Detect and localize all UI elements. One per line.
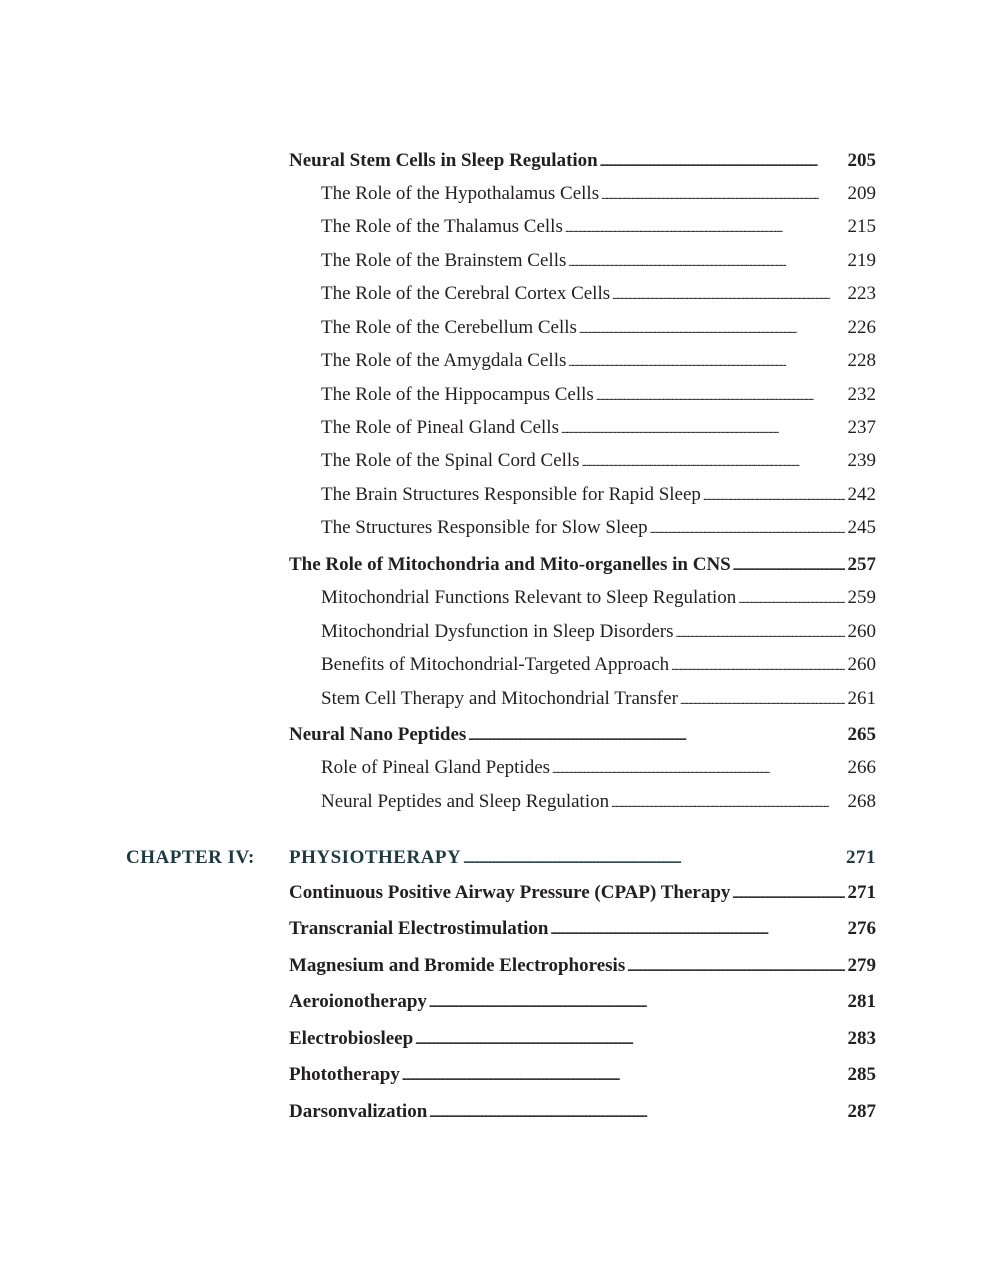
toc-section-entry[interactable] [289,881,876,907]
toc-sub-entry[interactable] [321,349,876,375]
toc-sub-entry[interactable] [321,687,876,713]
entry-title: The Role of the Amygdala Cells [321,350,567,371]
dot-leader [612,282,844,308]
entry-page-number: 242 [847,484,876,505]
entry-page-number: 287 [847,1101,876,1122]
entry-page-number: 268 [847,791,876,812]
table-of-contents [289,0,876,1279]
toc-section-entry[interactable] [289,1100,876,1126]
entry-title: Role of Pineal Gland Peptides [321,757,551,778]
entry-title: The Role of Mitochondria and Mito-organelles in CNS [289,554,731,575]
toc-sub-entry[interactable] [321,316,876,342]
dot-leader [561,416,845,442]
entry-title: Continuous Positive Airway Pressure (CPAP) Therapy [289,882,731,903]
entry-page-number: 219 [847,250,876,271]
toc-sub-entry[interactable] [321,282,876,308]
toc-sub-entry[interactable] [321,383,876,409]
entry-title: Mitochondrial Functions Relevant to Sleep Regulation [321,587,737,608]
dot-leader [463,846,843,872]
toc-sub-entry[interactable] [321,653,876,679]
toc-sub-entry[interactable] [321,182,876,208]
toc-sub-entry[interactable] [321,586,876,612]
entry-page-number: 279 [847,955,876,976]
toc-sub-entry[interactable] [321,449,876,475]
entry-page-number: 257 [847,554,876,575]
dot-leader [601,182,844,208]
entry-page-number: 237 [847,417,876,438]
entry-page-number: 228 [847,350,876,371]
dot-leader [552,756,844,782]
dot-leader [671,653,844,679]
entry-page-number: 260 [847,654,876,675]
entry-page-number: 215 [847,216,876,237]
entry-page-number: 285 [847,1064,876,1085]
entry-page-number: 245 [847,517,876,538]
entry-page-number: 266 [847,757,876,778]
entry-title: Neural Peptides and Sleep Regulation [321,791,610,812]
toc-sub-entry[interactable] [321,790,876,816]
entry-title: Magnesium and Bromide Electrophoresis [289,955,626,976]
entry-page-number: 281 [847,991,876,1012]
entry-title: Neural Nano Peptides [289,724,467,745]
entry-title: The Role of the Cerebellum Cells [321,317,577,338]
entry-page-number: 271 [846,847,876,868]
chapter-label: CHAPTER IV: [126,847,255,868]
toc-section-entry[interactable] [289,917,876,943]
entry-page-number: 261 [847,688,876,709]
dot-leader [733,553,845,579]
entry-title: Benefits of Mitochondrial-Targeted Approach [321,654,670,675]
dot-leader [600,149,845,175]
entry-page-number: 226 [847,317,876,338]
dot-leader [732,881,844,907]
entry-title: Mitochondrial Dysfunction in Sleep Disorders [321,621,674,642]
entry-title: The Brain Structures Responsible for Rapid Sleep [321,484,701,505]
entry-title: Stem Cell Therapy and Mitochondrial Transfer [321,688,678,709]
dot-leader [402,1063,845,1089]
entry-title: The Role of the Thalamus Cells [321,216,563,237]
dot-leader [650,516,845,542]
toc-sub-entry[interactable] [321,516,876,542]
entry-title: Neural Stem Cells in Sleep Regulation [289,150,598,171]
entry-page-number: 205 [847,150,876,171]
dot-leader [611,790,844,816]
dot-leader [415,1027,844,1053]
dot-leader [676,620,845,646]
dot-leader [550,917,844,943]
toc-sub-entry[interactable] [321,620,876,646]
dot-leader [582,449,845,475]
entry-page-number: 271 [847,882,876,903]
toc-section-entry[interactable] [289,954,876,980]
entry-page-number: 259 [847,587,876,608]
dot-leader [565,215,845,241]
dot-leader [703,483,845,509]
entry-title: Phototherapy [289,1064,400,1085]
dot-leader [468,723,844,749]
entry-title: The Role of the Spinal Cord Cells [321,450,580,471]
entry-page-number: 223 [847,283,876,304]
dot-leader [627,954,844,980]
dot-leader [568,349,844,375]
entry-title: Darsonvalization [289,1101,428,1122]
entry-page-number: 276 [847,918,876,939]
toc-sub-entry[interactable] [321,483,876,509]
entry-page-number: 232 [847,384,876,405]
entry-title: Electrobiosleep [289,1028,414,1049]
entry-page-number: 239 [847,450,876,471]
toc-section-entry[interactable] [289,149,876,175]
entry-title: The Role of the Cerebral Cortex Cells [321,283,611,304]
entry-page-number: 209 [847,183,876,204]
toc-section-entry[interactable] [289,723,876,749]
dot-leader [429,1100,844,1126]
toc-sub-entry[interactable] [321,416,876,442]
toc-section-entry[interactable] [289,990,876,1016]
entry-title: The Role of Pineal Gland Cells [321,417,559,438]
entry-title: The Role of the Hippocampus Cells [321,384,594,405]
entry-title: The Role of the Brainstem Cells [321,250,567,271]
entry-page-number: 265 [847,724,876,745]
entry-title: The Structures Responsible for Slow Sleep [321,517,648,538]
entry-title: The Role of the Hypothalamus Cells [321,183,600,204]
dot-leader [738,586,844,612]
toc-chapter-entry[interactable] [289,846,876,872]
entry-page-number: 283 [847,1028,876,1049]
dot-leader [680,687,845,713]
toc-sub-entry[interactable] [321,249,876,275]
dot-leader [596,383,845,409]
toc-section-entry[interactable] [289,553,876,579]
entry-title: Transcranial Electrostimulation [289,918,549,939]
entry-page-number: 260 [847,621,876,642]
dot-leader [568,249,844,275]
toc-sub-entry[interactable] [321,756,876,782]
chapter-title: PHYSIOTHERAPY [289,847,462,868]
toc-section-entry[interactable] [289,1063,876,1089]
entry-title: Aeroionotherapy [289,991,427,1012]
dot-leader [579,316,845,342]
dot-leader [429,990,845,1016]
toc-sub-entry[interactable] [321,215,876,241]
toc-section-entry[interactable] [289,1027,876,1053]
